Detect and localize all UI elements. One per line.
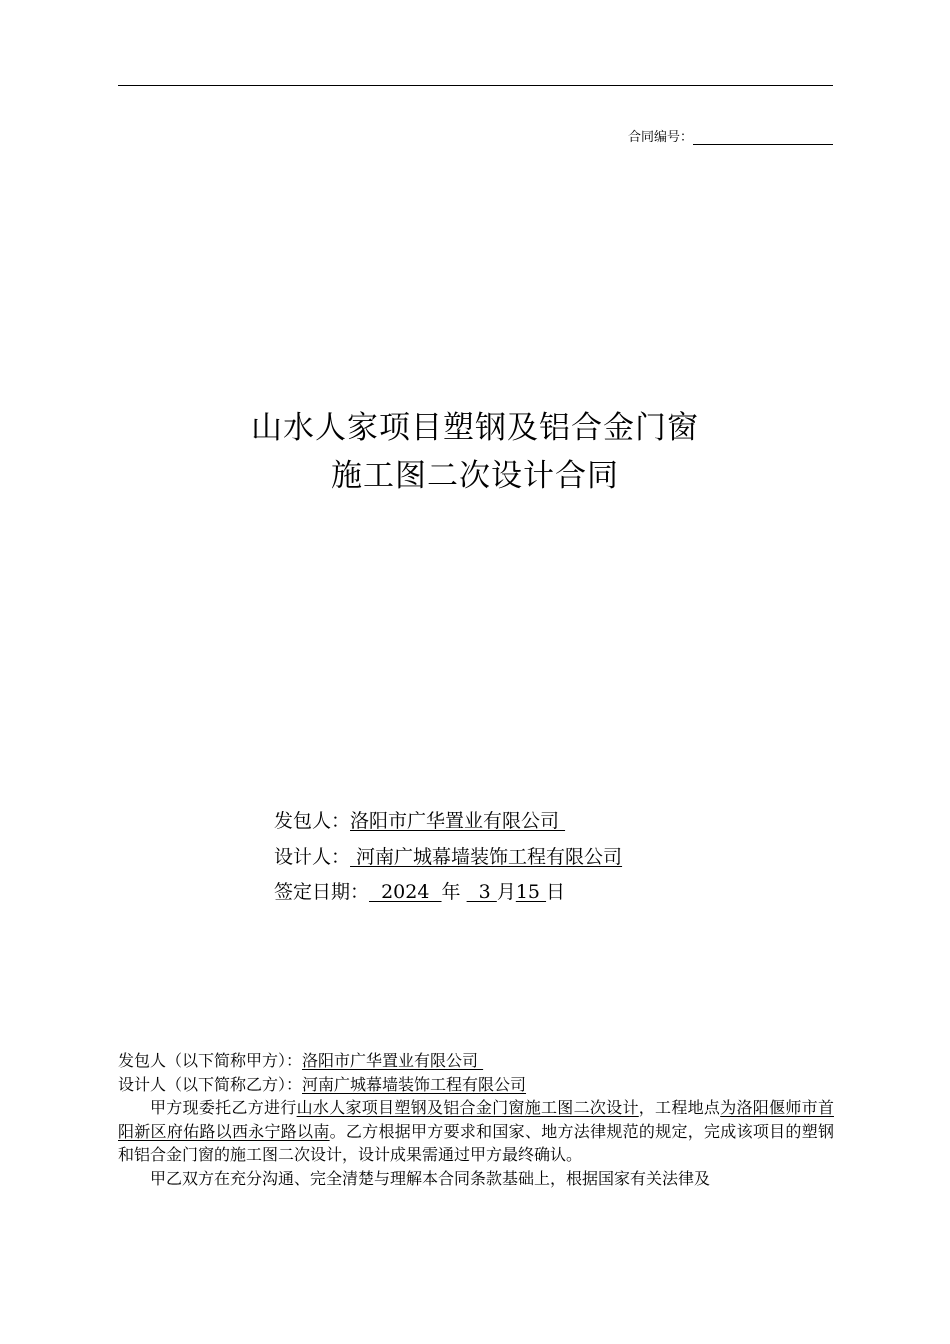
contract-number bbox=[628, 126, 833, 145]
p1-project-name: 山水人家项目塑钢及铝合金门窗施工图二次设计 bbox=[296, 1098, 639, 1117]
document-title-line1: 山水人家项目塑钢及铝合金门窗 bbox=[251, 410, 699, 446]
cover-date-month: 3 bbox=[466, 881, 497, 903]
p1-text-a: 甲方现委托乙方进行 bbox=[150, 1098, 297, 1117]
paragraph-commission bbox=[118, 1096, 834, 1167]
party-b-value: 河南广城幕墙装饰工程有限公司 bbox=[302, 1074, 527, 1094]
cover-employer-label: 发包人： bbox=[274, 810, 351, 832]
cover-date-year-unit: 年 bbox=[441, 881, 461, 903]
cover-designer-label: 设计人： bbox=[274, 846, 351, 868]
party-a-label: 发包人（以下简称甲方）： bbox=[118, 1051, 303, 1070]
cover-date-month-unit: 月 bbox=[496, 881, 516, 903]
cover-employer-value: 洛阳市广华置业有限公司 bbox=[350, 810, 566, 832]
party-b-label: 设计人（以下简称乙方）： bbox=[118, 1074, 303, 1094]
p1-text-b: ，工程地点 bbox=[638, 1098, 721, 1117]
p1-text-c: 。乙方根据甲方要求和国家、地方法律规范的规定，完成该项目的塑钢和铝合金门窗的施工图二次设计，设计成果需通过甲方最终确认。 bbox=[118, 1121, 834, 1164]
header-rule bbox=[118, 85, 833, 86]
p1-project-location: 为洛阳偃师市首阳新区府佑路以西永宁路以南 bbox=[118, 1098, 834, 1141]
cover-employer bbox=[274, 806, 565, 833]
document-title-line2: 施工图二次设计合同 bbox=[331, 458, 619, 494]
cover-designer-value: 河南广城幕墙装饰工程有限公司 bbox=[350, 846, 623, 868]
cover-date-day-unit: 日 bbox=[546, 881, 566, 903]
contract-body bbox=[118, 1049, 834, 1190]
cover-date-year: 2024 bbox=[369, 881, 442, 903]
party-a-line bbox=[118, 1049, 834, 1073]
cover-date-day: 15 bbox=[515, 881, 547, 903]
party-b-line bbox=[118, 1073, 834, 1097]
party-a-value: 洛阳市广华置业有限公司 bbox=[302, 1051, 484, 1070]
cover-designer bbox=[274, 842, 622, 869]
contract-number-label: 合同编号： bbox=[627, 130, 693, 145]
paragraph-agreement: 甲乙双方在充分沟通、完全清楚与理解本合同条款基础上，根据国家有关法律及 bbox=[150, 1168, 711, 1188]
cover-date-label: 签定日期： bbox=[274, 881, 370, 903]
cover-sign-date bbox=[274, 877, 565, 904]
contract-number-blank bbox=[693, 130, 833, 145]
